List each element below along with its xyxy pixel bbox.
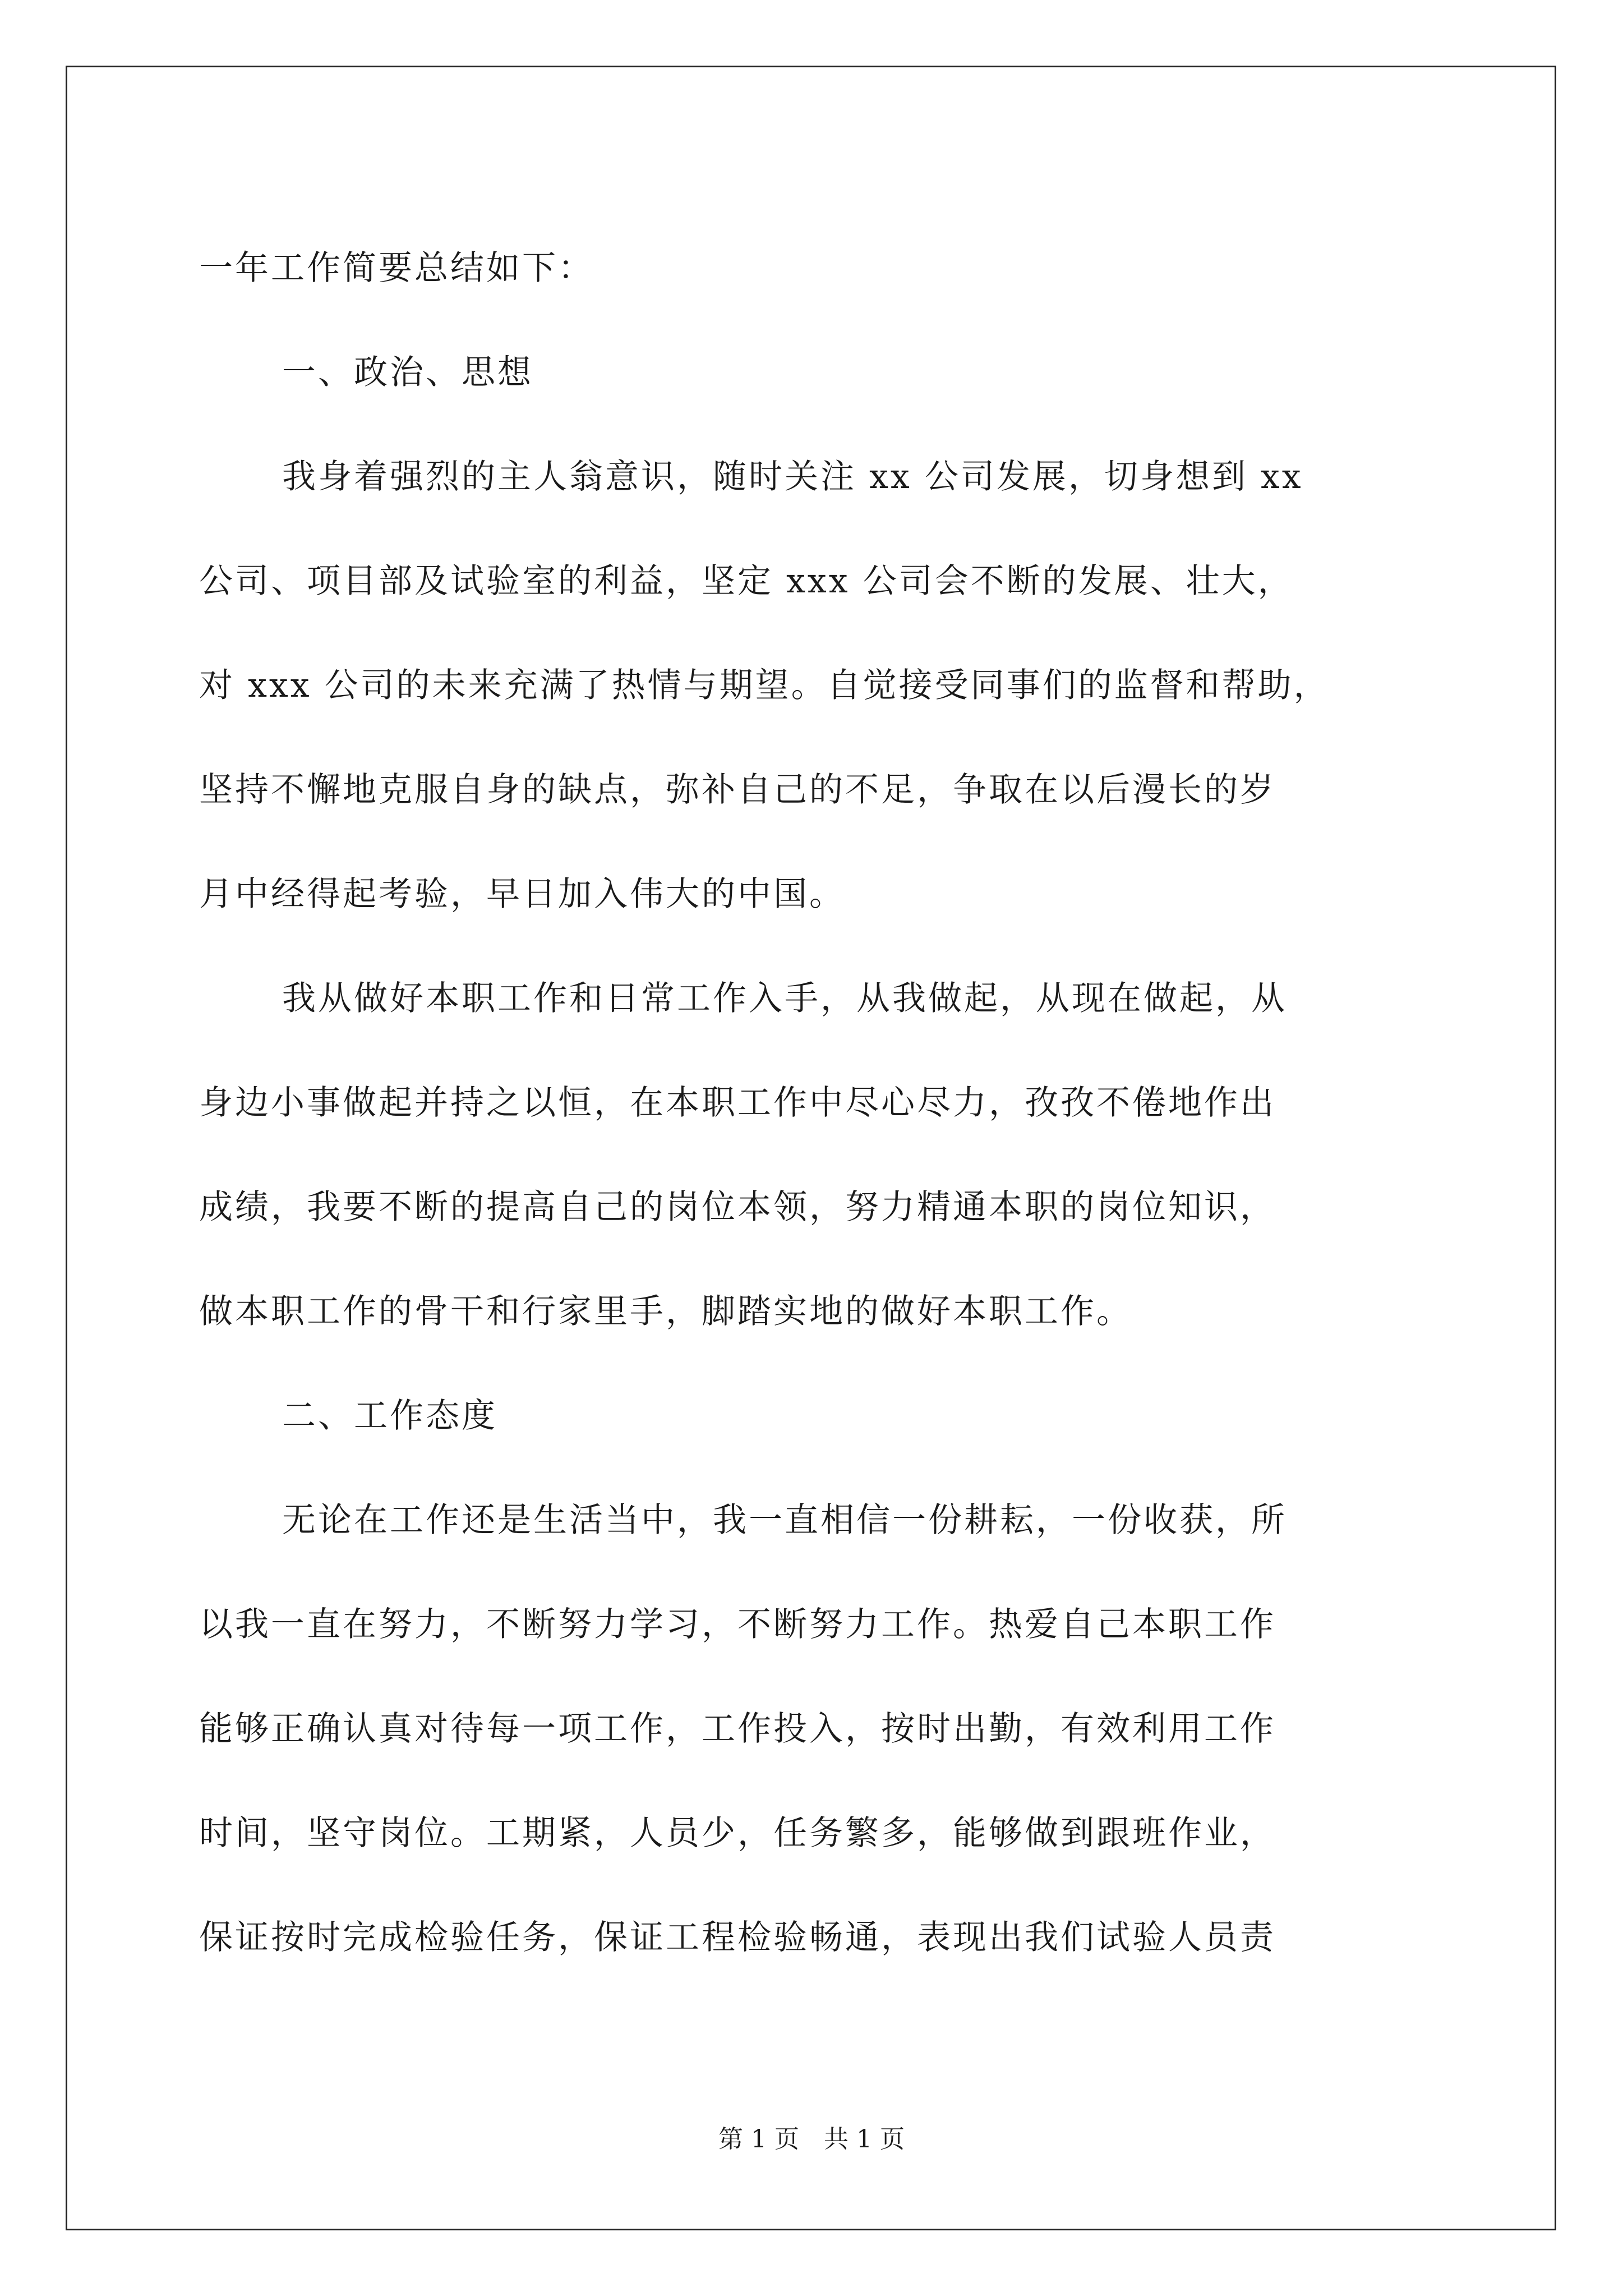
paragraph-line: 无论在工作还是生活当中，我一直相信一份耕耘，一份收获，所 <box>282 1501 1287 1540</box>
paragraph-line: 坚持不懈地克服自身的缺点，弥补自己的不足，争取在以后漫长的岁 <box>199 770 1276 809</box>
paragraph-line: 保证按时完成检验任务，保证工程检验畅通，表现出我们试验人员责 <box>199 1918 1276 1957</box>
paragraph-line: 我身着强烈的主人翁意识，随时关注 xx 公司发展，切身想到 xx <box>282 457 1303 496</box>
paragraph-line: 公司、项目部及试验室的利益，坚定 xxx 公司会不断的发展、壮大， <box>199 562 1294 601</box>
paragraph-line: 做本职工作的骨干和行家里手，脚踏实地的做好本职工作。 <box>199 1292 1132 1331</box>
section-heading-politics: 一、政治、思想 <box>282 353 533 392</box>
document-body <box>199 216 1427 1990</box>
summary-intro-line: 一年工作简要总结如下： <box>199 249 594 288</box>
paragraph-line: 对 xxx 公司的未来充满了热情与期望。自觉接受同事们的监督和帮助， <box>199 666 1330 705</box>
paragraph-line: 能够正确认真对待每一项工作，工作投入，按时出勤，有效利用工作 <box>199 1709 1276 1749</box>
section-heading-attitude: 二、工作态度 <box>282 1396 497 1435</box>
paragraph-line: 我从做好本职工作和日常工作入手，从我做起，从现在做起，从 <box>282 979 1287 1018</box>
paragraph-line: 身边小事做起并持之以恒，在本职工作中尽心尽力，孜孜不倦地作出 <box>199 1083 1276 1122</box>
page-number-footer: 第 1 页 共 1 页 <box>718 2125 905 2154</box>
paragraph-line: 以我一直在努力，不断努力学习，不断努力工作。热爱自己本职工作 <box>199 1605 1276 1644</box>
paragraph-line: 月中经得起考验，早日加入伟大的中国。 <box>199 875 845 914</box>
paragraph-line: 时间，坚守岗位。工期紧，人员少，任务繁多，能够做到跟班作业， <box>199 1814 1276 1853</box>
paragraph-line: 成绩，我要不断的提高自己的岗位本领，努力精通本职的岗位知识， <box>199 1188 1276 1227</box>
